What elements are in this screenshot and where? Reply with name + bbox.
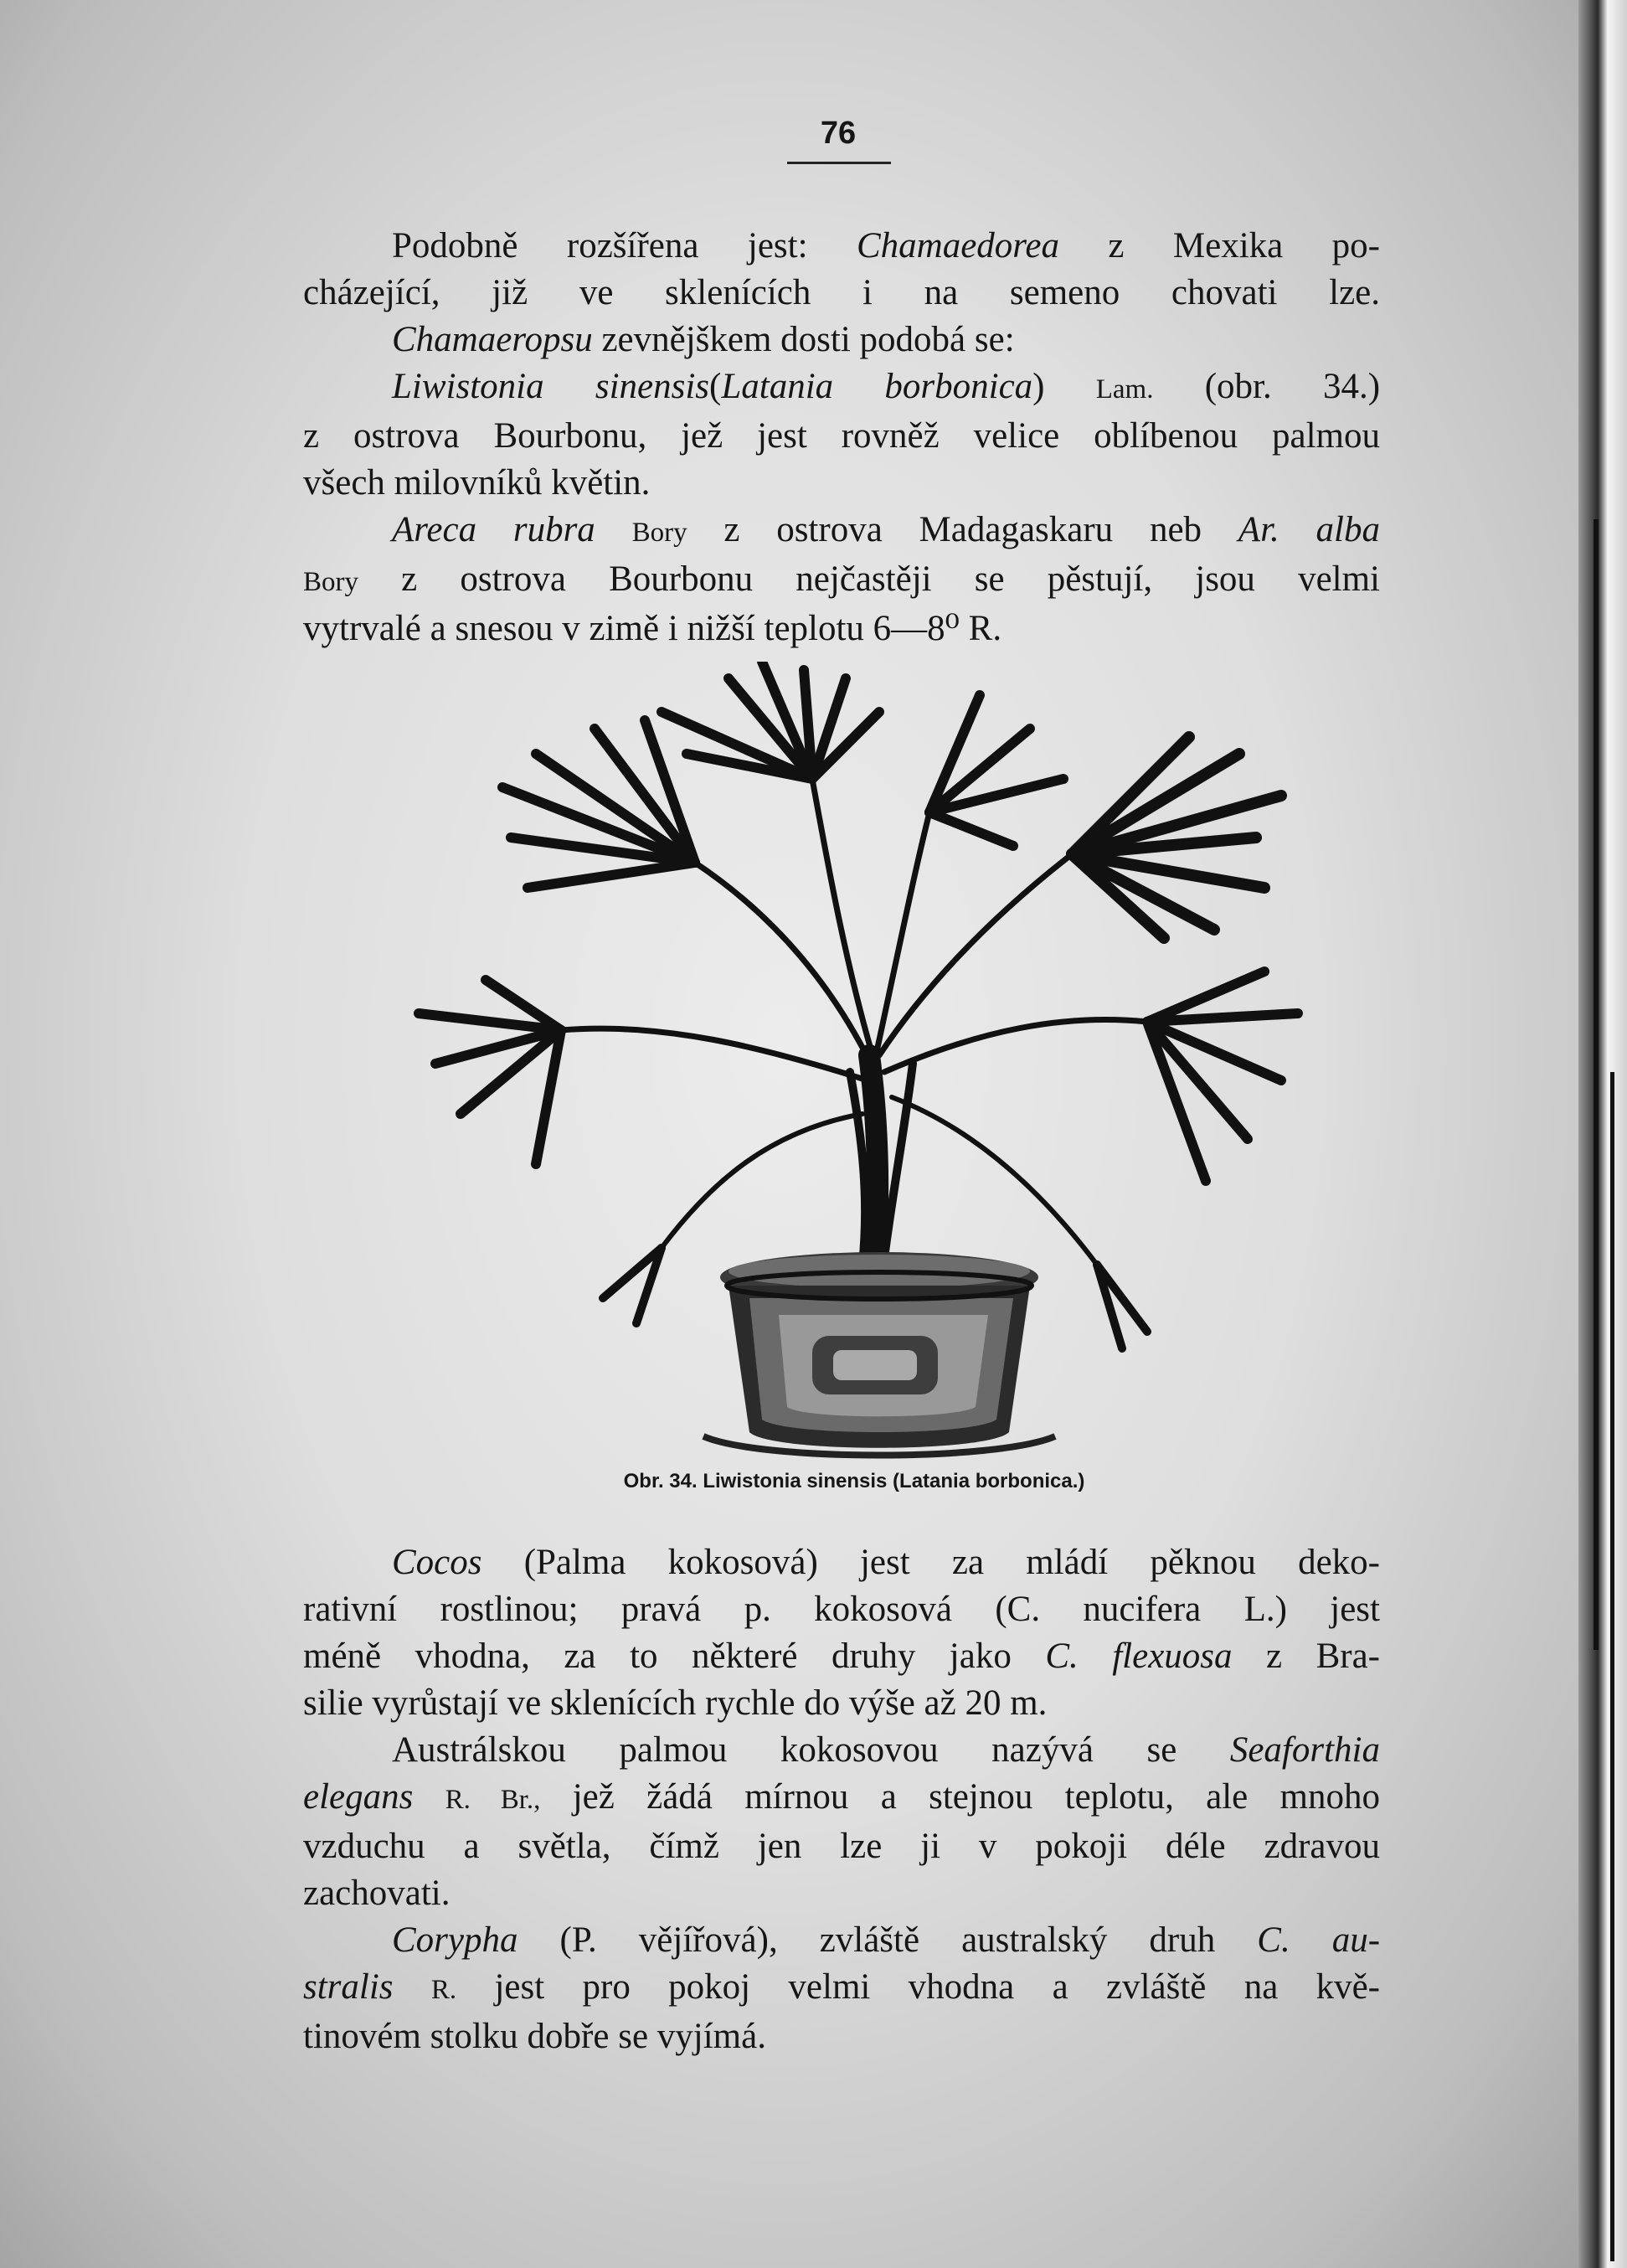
text-line: vytrvalé a snesou v zimě i nižší teplotu 6—8⁰ R. bbox=[303, 609, 1002, 648]
text-line: elegans R. Br., jež žádá mírnou a stejnou teplotu, ale mnoho bbox=[303, 1777, 1380, 1817]
text-line: vzduchu a světla, čímž jen lze ji v pokoji déle zdravou bbox=[303, 1827, 1380, 1866]
text-line: silie vyrůstají ve sklenících rychle do výše až 20 m. bbox=[303, 1683, 1048, 1723]
text-bottom bbox=[303, 1539, 1380, 2060]
page-binding-edge bbox=[1578, 0, 1627, 2268]
figure-caption: Obr. 34. Liwistonia sinensis (Latania borbonica.) bbox=[623, 1470, 1085, 1492]
text-line: rativní rostlinou; pravá p. kokosová (C. nucifera L.) jest bbox=[303, 1590, 1380, 1629]
text-line: všech milovníků květin. bbox=[303, 463, 651, 503]
edge-rule bbox=[1594, 519, 1599, 1650]
text-line: Bory z ostrova Bourbonu nejčastěji se pěstují, jsou velmi bbox=[303, 559, 1380, 599]
text-line: zachovati. bbox=[303, 1874, 451, 1913]
text-line: tinovém stolku dobře se vyjímá. bbox=[303, 2017, 766, 2056]
text-line: méně vhodna, za to některé druhy jako C. flexuosa z Bra- bbox=[303, 1637, 1381, 1676]
text-line: Austrálskou palmou kokosovou nazývá se Seaforthia bbox=[392, 1730, 1381, 1770]
text-line: Chamaeropsu zevnějškem dosti podobá se: bbox=[392, 320, 1015, 359]
text-line: z ostrova Bourbonu, jež jest rovněž velice oblíbenou palmou bbox=[303, 416, 1380, 456]
text-line: cházející, již ve sklenících i na semeno chovati lze. bbox=[303, 273, 1380, 312]
text-line: Liwistonia sinensis(Latania borbonica) Lam. (obr. 34.) bbox=[392, 367, 1381, 406]
page-number-underline bbox=[787, 162, 891, 164]
edge-rule bbox=[1610, 1072, 1614, 2261]
text-line: Podobně rozšířena jest: Chamaedorea z Mexika po- bbox=[392, 226, 1380, 265]
text-line: Cocos (Palma kokosová) jest za mládí pěknou deko- bbox=[392, 1543, 1380, 1582]
text-line: stralis R. jest pro pokoj velmi vhodna a zvláště na kvě- bbox=[303, 1967, 1381, 2007]
text-line: Corypha (P. vějířová), zvláště australský druh C. au- bbox=[392, 1920, 1381, 1960]
page-number: 76 bbox=[820, 116, 857, 151]
palm-illustration bbox=[410, 662, 1315, 1466]
text-line: Areca rubra Bory z ostrova Madagaskaru neb Ar. alba bbox=[392, 510, 1380, 549]
text-top bbox=[303, 223, 1380, 652]
